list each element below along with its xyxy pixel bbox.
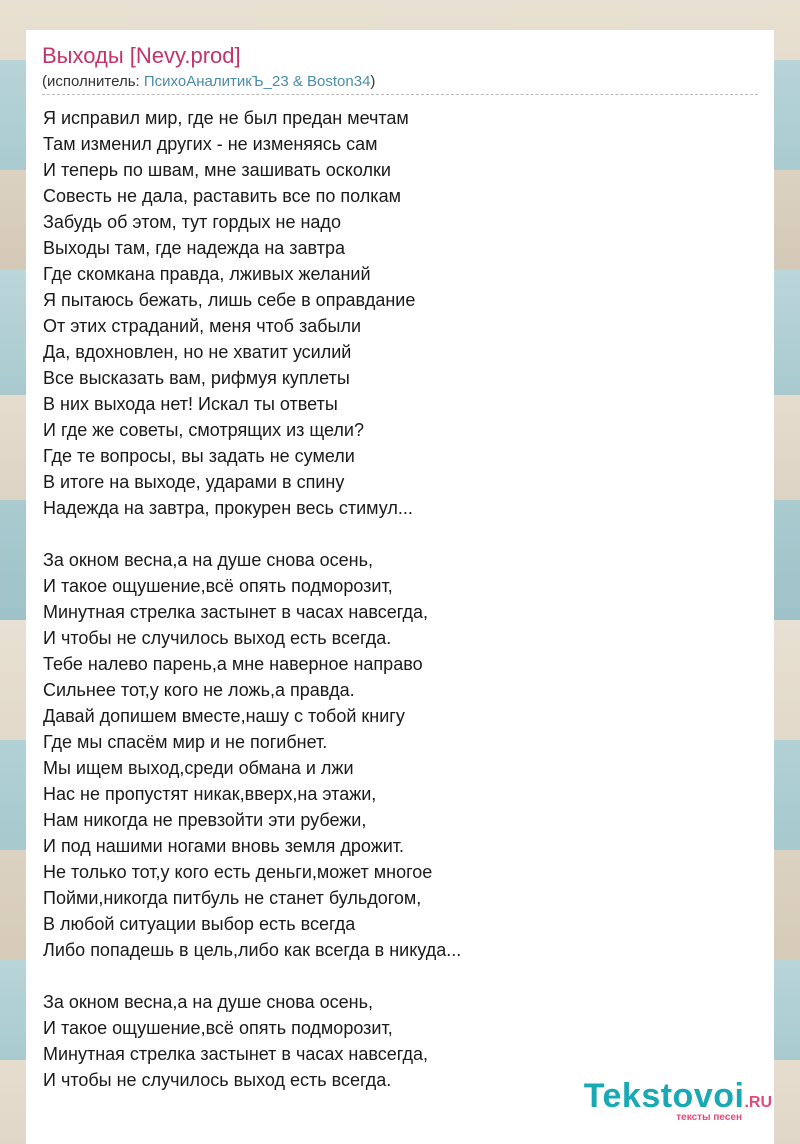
lyric-line: Не только тот,у кого есть деньги,может многое bbox=[43, 862, 433, 882]
lyric-line: Тебе налево парень,а мне наверное направо bbox=[43, 654, 423, 674]
lyric-line: Забудь об этом, тут гордых не надо bbox=[43, 212, 341, 232]
lyric-line: Где скомкана правда, лживых желаний bbox=[43, 264, 371, 284]
logo-name: Tekstovoi bbox=[583, 1077, 745, 1115]
performer-line bbox=[42, 73, 375, 91]
lyric-line: В любой ситуации выбор есть всегда bbox=[43, 914, 356, 934]
lyric-line: Нам никогда не превзойти эти рубежи, bbox=[43, 810, 367, 830]
lyric-line: Я исправил мир, где не был предан мечтам bbox=[43, 108, 409, 128]
lyric-line: И такое ощушение,всё опять подморозит, bbox=[43, 576, 393, 596]
lyric-line: Давай допишем вместе,нашу с тобой книгу bbox=[43, 706, 405, 726]
site-logo[interactable] bbox=[583, 1077, 772, 1123]
performer-link[interactable]: ПсихоАналитикЪ_23 & Boston34 bbox=[143, 73, 371, 90]
lyric-line: Либо попадешь в цель,либо как всегда в никуда... bbox=[43, 940, 462, 960]
performer-prefix: (исполнитель: bbox=[42, 73, 144, 90]
lyric-line: Совесть не дала, раставить все по полкам bbox=[43, 186, 401, 206]
lyric-line: Сильнее тот,у кого не ложь,а правда. bbox=[43, 680, 355, 700]
lyric-line: Я пытаюсь бежать, лишь себе в оправдание bbox=[43, 290, 416, 310]
logo-tld: .RU bbox=[744, 1094, 772, 1111]
lyric-line: Мы ищем выход,среди обмана и лжи bbox=[43, 758, 354, 778]
lyric-line: Где мы спасём мир и не погибнет. bbox=[43, 732, 328, 752]
lyric-line: И такое ощушение,всё опять подморозит, bbox=[43, 1018, 393, 1038]
lyric-line: Где те вопросы, вы задать не сумели bbox=[43, 446, 355, 466]
song-title: Выходы [Nevy.prod] bbox=[42, 43, 241, 68]
lyric-line: Все высказать вам, рифмуя куплеты bbox=[43, 368, 350, 388]
lyric-line: Да, вдохновлен, но не хватит усилий bbox=[43, 342, 352, 362]
lyric-line: И чтобы не случилось выход есть всегда. bbox=[43, 1070, 392, 1090]
lyric-line: Там изменил других - не изменяясь сам bbox=[43, 134, 378, 154]
lyric-line: За окном весна,а на душе снова осень, bbox=[43, 992, 374, 1012]
header-divider bbox=[42, 94, 758, 95]
lyric-line: Нас не пропустят никак,вверх,на этажи, bbox=[43, 784, 377, 804]
lyric-line: И под нашими ногами вновь земля дрожит. bbox=[43, 836, 405, 856]
lyric-line: И где же советы, смотрящих из щели? bbox=[43, 420, 364, 440]
lyric-line: Минутная стрелка застынет в часах навсегда, bbox=[43, 1044, 428, 1064]
lyric-line: Надежда на завтра, прокурен весь стимул... bbox=[43, 498, 413, 518]
lyric-line: Пойми,никогда питбуль не станет бульдогом, bbox=[43, 888, 422, 908]
performer-suffix: ) bbox=[370, 73, 376, 90]
lyrics-body bbox=[43, 105, 743, 1093]
lyric-line: Выходы там, где надежда на завтра bbox=[43, 238, 345, 258]
lyric-line: И чтобы не случилось выход есть всегда. bbox=[43, 628, 392, 648]
lyrics-stanza bbox=[43, 105, 743, 521]
lyric-line: За окном весна,а на душе снова осень, bbox=[43, 550, 374, 570]
lyric-line: В них выхода нет! Искал ты ответы bbox=[43, 394, 338, 414]
lyric-line: И теперь по швам, мне зашивать осколки bbox=[43, 160, 391, 180]
lyric-line: Минутная стрелка застынет в часах навсегда, bbox=[43, 602, 428, 622]
lyrics-stanza bbox=[43, 547, 743, 963]
lyric-line: В итоге на выходе, ударами в спину bbox=[43, 472, 345, 492]
logo-tagline: тексты песен bbox=[676, 1112, 742, 1123]
lyric-line: От этих страданий, меня чтоб забыли bbox=[43, 316, 362, 336]
